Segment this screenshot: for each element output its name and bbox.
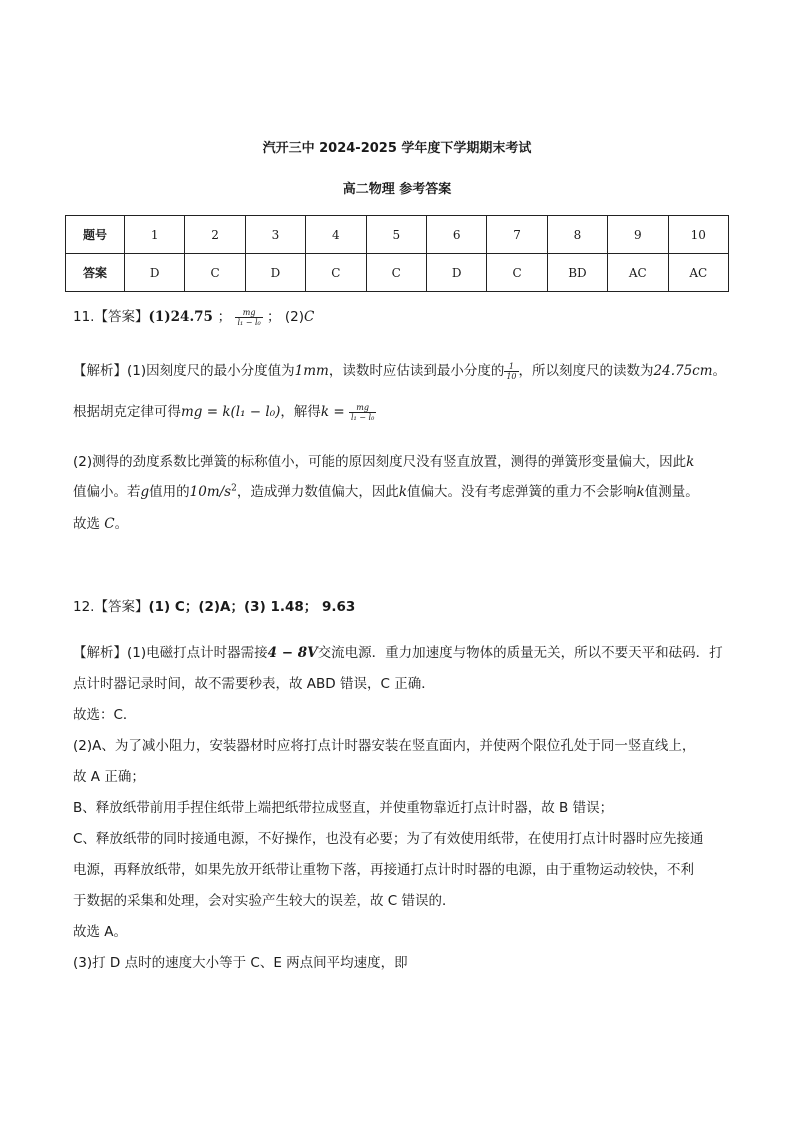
q12-answer: (1) C；(2)A；(3) 1.48； 9.63 [148, 599, 356, 615]
q12-analysis-line-8: 电源，再释放纸带，如果先放开纸带让重物下落，再接通打点计时时器的电源，由于重物运动较快，不利 [73, 862, 694, 878]
q12-prefix: 12.【答案】 [73, 599, 149, 615]
text: 值测量。 [644, 484, 699, 500]
question-number: 9 [608, 216, 668, 254]
row-label-answer: 答案 [66, 254, 125, 292]
answer-cell: D [426, 254, 486, 292]
q11-part2-answer: C [303, 309, 315, 325]
min-division-value: 1mm [294, 363, 329, 379]
q12-analysis-line-11: (3)打 D 点时的速度大小等于 C、E 两点间平均速度，即 [73, 955, 408, 971]
voltage-range: 4 − 8V [267, 645, 318, 661]
text: ，造成弹力数值偏大，因此 [236, 484, 399, 500]
q11-analysis-line-5 [73, 512, 128, 532]
q11-fraction [235, 308, 262, 327]
text: 值偏小。若 [73, 484, 141, 500]
q12-answer-line [73, 595, 355, 615]
text: 值偏大。没有考虑弹簧的重力不会影响 [407, 484, 637, 500]
exponent: 2 [231, 483, 237, 494]
q12-analysis-line-6: B、释放纸带前用手捏住纸带上端把纸带拉成竖直，并使重物靠近打点计时器，故 B 错误； [73, 800, 614, 816]
q11-fraction-numerator: mg [235, 308, 262, 318]
one-tenth-fraction [504, 362, 518, 381]
answer-cell: D [245, 254, 305, 292]
k-symbol: k [686, 454, 695, 470]
q12-analysis-line-4: (2)A、为了减小阻力，安装器材时应将打点计时器安装在竖直面内，并使两个限位孔处于同一竖直线上， [73, 738, 696, 754]
question-number: 1 [125, 216, 185, 254]
text: ，所以刻度尺的读数为 [518, 363, 654, 379]
text: ，解得 [280, 404, 321, 420]
answer-table [65, 215, 729, 292]
answer-cell: AC [608, 254, 668, 292]
text: 根据胡克定律可得 [73, 404, 181, 420]
question-number: 5 [366, 216, 426, 254]
text: (1)因刻度尺的最小分度值为 [127, 363, 295, 379]
answer-cell: D [125, 254, 185, 292]
exam-title: 汽开三中 2024-2025 学年度下学期期末考试 [262, 141, 532, 156]
g-value: 10m/s [189, 484, 232, 500]
text: 交流电源．重力加速度与物体的质量无关，所以不要天平和砝码．打 [317, 645, 723, 661]
g-symbol: g [140, 484, 150, 500]
text: (1)电磁打点计时器需接 [127, 645, 268, 661]
q12-analysis-line-10: 故选 A。 [73, 924, 128, 940]
text: 值用的 [149, 484, 190, 500]
q12-analysis-line-1 [73, 641, 723, 661]
question-number: 10 [668, 216, 728, 254]
analysis-label: 【解析】 [73, 645, 127, 661]
row-label-number: 题号 [66, 216, 125, 254]
answer-cell: BD [547, 254, 607, 292]
q11-fraction-denominator: l₁ − l₀ [237, 317, 261, 327]
text: 。 [114, 516, 129, 532]
text: 。 [712, 363, 727, 379]
question-number: 2 [185, 216, 245, 254]
text: ，读数时应估读到最小分度的 [328, 363, 505, 379]
k-fraction [349, 403, 376, 422]
question-number: 7 [487, 216, 547, 254]
k-symbol: k [636, 484, 645, 500]
answer-cell: AC [668, 254, 728, 292]
q11-analysis-line-2 [73, 400, 376, 422]
answer-cell: C [487, 254, 547, 292]
analysis-label: 【解析】 [73, 363, 127, 379]
fraction-denominator: 10 [506, 371, 517, 381]
answer-cell: C [366, 254, 426, 292]
q11-prefix: 11.【答案】 [73, 309, 149, 325]
answer-cell: C [306, 254, 366, 292]
fraction-numerator: 1 [504, 362, 518, 372]
q11-analysis-line-3 [73, 450, 694, 470]
q11-part2: ； (2) [262, 309, 304, 325]
q12-analysis-line-7: C、释放纸带的同时接通电源，不好操作，也没有必要；为了有效使用纸带，在使用打点计时器时应先接通 [73, 831, 704, 847]
answer-row [66, 254, 729, 292]
q11-answer-line [73, 305, 314, 327]
answer-key-subtitle: 高二物理 参考答案 [342, 182, 452, 197]
question-number: 8 [547, 216, 607, 254]
fraction-numerator: mg [349, 403, 376, 413]
question-number: 4 [306, 216, 366, 254]
text: (2)测得的劲度系数比弹簧的标称值小，可能的原因刻度尺没有竖直放置，测得的弹簧形变量偏大，因此 [73, 454, 687, 470]
q11-analysis-line-4 [73, 480, 699, 500]
question-number: 6 [426, 216, 486, 254]
k-expression: k = [320, 404, 349, 420]
q12-analysis-line-3: 故选：C． [73, 707, 137, 723]
q12-analysis-line-5: 故 A 正确； [73, 769, 145, 785]
fraction-denominator: l₁ − l₀ [350, 412, 375, 422]
k-symbol: k [398, 484, 408, 500]
hooke-equation: mg = k(l₁ − l₀) [181, 404, 281, 420]
ruler-reading: 24.75cm [653, 363, 713, 379]
q12-analysis-line-9: 于数据的采集和处理，会对实验产生较大的误差，故 C 错误的． [73, 893, 456, 909]
q11-separator: ； [217, 309, 236, 325]
answer-cell: C [185, 254, 245, 292]
q12-analysis-line-2: 点计时器记录时间，故不需要秒表，故 ABD 错误，C 正确． [73, 676, 435, 692]
text: 故选 [73, 516, 105, 532]
question-number: 3 [245, 216, 305, 254]
choice-answer: C [104, 516, 115, 532]
q11-part1: (1)24.75 [148, 309, 218, 325]
q11-analysis-line-1 [73, 359, 726, 381]
question-number-row [66, 216, 729, 254]
